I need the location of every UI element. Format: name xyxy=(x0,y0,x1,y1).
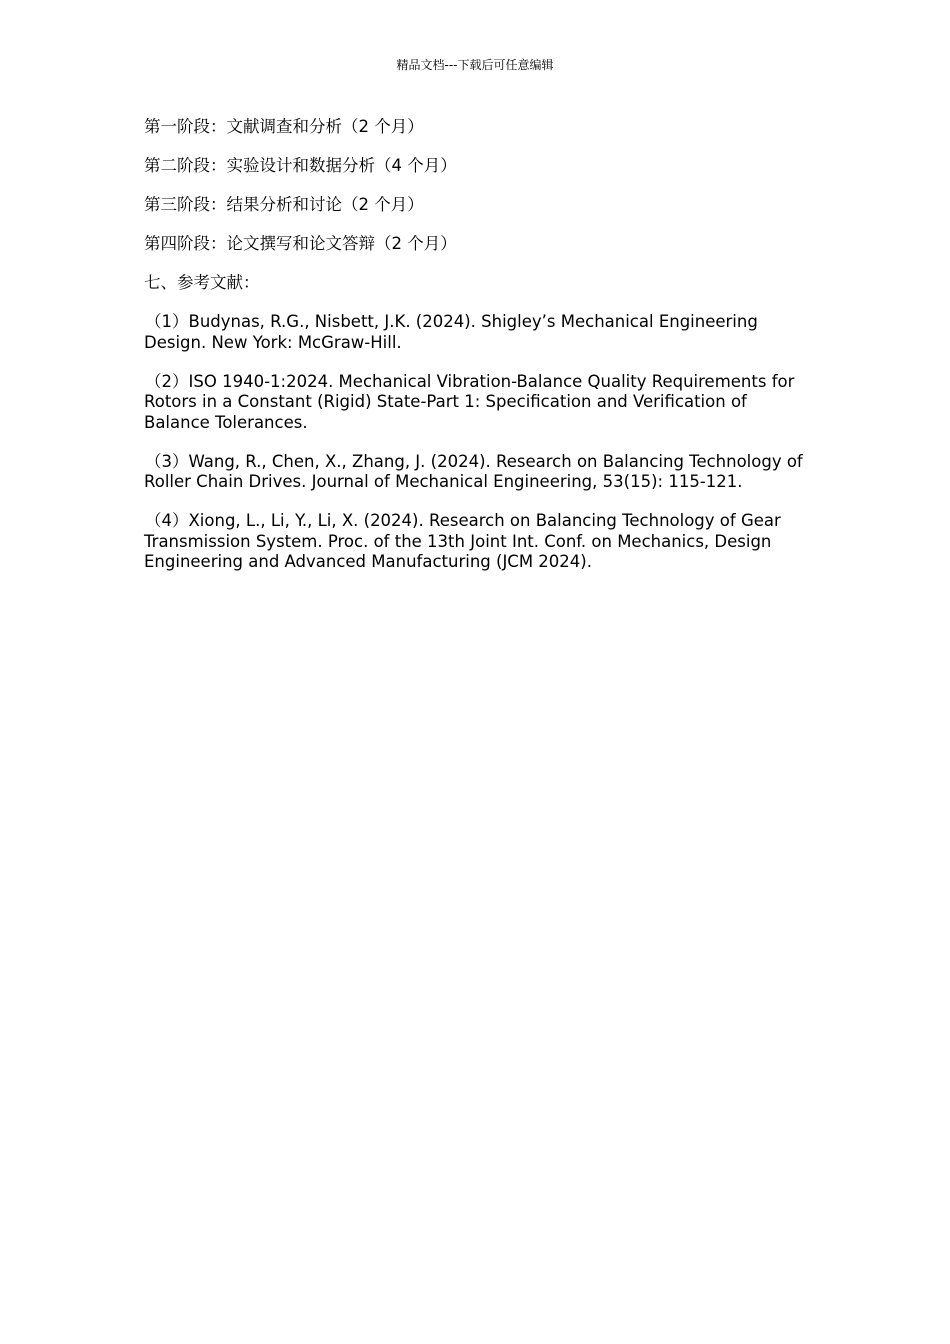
reference-text: ISO 1940-1:2024. Mechanical Vibration-Balance Quality Requirements for Rotors in a Constant (Rigid) State-Part 1: Specification and Verification of Balance Tolerances. xyxy=(144,371,795,432)
reference-item-1 xyxy=(144,312,806,353)
reference-item-4 xyxy=(144,511,806,573)
reference-number: （1） xyxy=(145,312,189,331)
stage-3-paragraph: 第三阶段：结果分析和讨论（2 个月） xyxy=(144,195,424,214)
reference-number: （2） xyxy=(145,371,189,391)
document-body xyxy=(144,117,806,591)
stage-4-paragraph: 第四阶段：论文撰写和论文答辩（2 个月） xyxy=(144,234,457,253)
reference-text: Xiong, L., Li, Y., Li, X. (2024). Research on Balancing Technology of Gear Transmission System. Proc. of the 13th Joint Int. Conf. on Mechanics, Design Engineering and Advanced Manufacturing (JCM 2024). xyxy=(144,511,781,571)
stage-1-paragraph: 第一阶段：文献调查和分析（2 个月） xyxy=(144,117,424,136)
reference-text: Wang, R., Chen, X., Zhang, J. (2024). Research on Balancing Technology of Roller Chain Drives. Journal of Mechanical Engineering, 53(15): 115-121. xyxy=(144,451,803,491)
references-heading: 七、参考文献： xyxy=(144,273,260,292)
stage-2-paragraph: 第二阶段：实验设计和数据分析（4 个月） xyxy=(144,156,457,175)
reference-item-3 xyxy=(144,452,806,493)
reference-item-2 xyxy=(144,372,806,434)
reference-number: （3） xyxy=(145,451,189,471)
reference-number: （4） xyxy=(145,511,189,530)
reference-text: Budynas, R.G., Nisbett, J.K. (2024). Shigley’s Mechanical Engineering Design. New York: McGraw-Hill. xyxy=(144,312,758,352)
page-header: 精品文档---下载后可任意编辑 xyxy=(396,58,554,72)
